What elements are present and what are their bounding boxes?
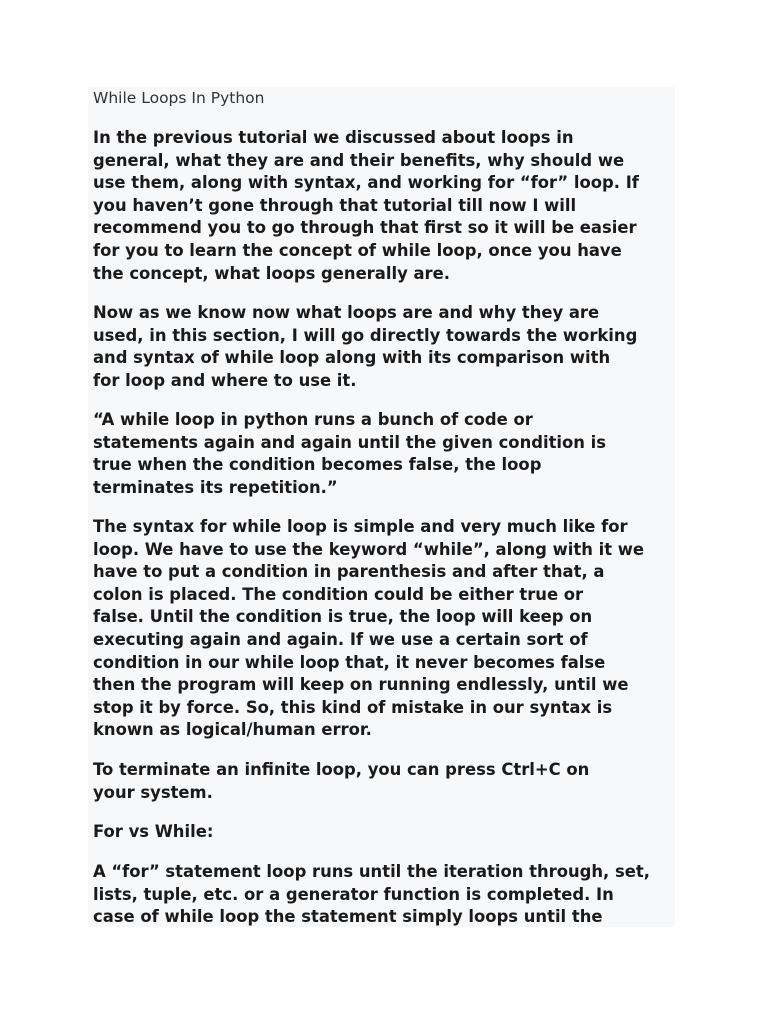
paragraph-syntax	[93, 516, 644, 742]
text-line: recommend you to go through that first so it will be easier	[93, 218, 637, 238]
text-line: used, in this section, I will go directly towards the working	[93, 325, 638, 345]
text-line: “A while loop in python runs a bunch of code or	[93, 410, 533, 429]
text-line: To terminate an infinite loop, you can press Ctrl+C on	[93, 760, 590, 779]
text-line: In the previous tutorial we discussed about loops in	[93, 128, 574, 147]
document-title: While Loops In Python	[93, 89, 265, 107]
text-line: then the program will keep on running endlessly, until we	[93, 675, 629, 695]
text-line: the concept, what loops generally are.	[93, 263, 450, 283]
text-line: case of while loop the statement simply loops until the	[93, 907, 603, 927]
text-line: true when the condition becomes false, the loop	[93, 455, 542, 475]
text-line: A “for” statement loop runs until the iteration through, set,	[93, 862, 650, 881]
text-line: general, what they are and their benefits, why should we	[93, 150, 625, 170]
text-line: The syntax for while loop is simple and very much like for	[93, 517, 628, 536]
section-heading-for-vs-while	[93, 821, 213, 844]
paragraph-section-overview	[93, 302, 637, 392]
text-line: you haven’t gone through that tutorial till now I will	[93, 195, 577, 215]
text-line: condition in our while loop that, it never becomes false	[93, 652, 606, 672]
text-line: executing again and again. If we use a certain sort of	[93, 629, 588, 649]
text-line: and syntax of while loop along with its comparison with	[93, 348, 611, 368]
text-line: lists, tuple, etc. or a generator function is completed. In	[93, 884, 614, 904]
text-line: terminates its repetition.”	[93, 477, 338, 497]
paragraph-intro	[93, 127, 639, 285]
text-line: colon is placed. The condition could be either true or	[93, 584, 584, 604]
text-line: loop. We have to use the keyword “while”, along with it we	[93, 539, 644, 559]
text-line: Now as we know now what loops are and why they are	[93, 303, 600, 322]
text-line: statements again and again until the given condition is	[93, 432, 607, 452]
text-line: have to put a condition in parenthesis and after that, a	[93, 562, 605, 582]
text-line: use them, along with syntax, and working for “for” loop. If	[93, 173, 639, 193]
text-line: for you to learn the concept of while loop, once you have	[93, 240, 622, 260]
text-line: For vs While:	[93, 822, 214, 841]
paragraph-definition-quote	[93, 409, 606, 499]
text-line: for loop and where to use it.	[93, 370, 357, 390]
paragraph-for-statement	[93, 861, 650, 927]
text-line: known as logical/human error.	[93, 720, 372, 740]
text-line: false. Until the condition is true, the loop will keep on	[93, 607, 593, 627]
document-page	[88, 87, 675, 927]
paragraph-terminate	[93, 759, 589, 804]
text-line: your system.	[93, 782, 213, 802]
text-line: stop it by force. So, this kind of mistake in our syntax is	[93, 697, 613, 717]
